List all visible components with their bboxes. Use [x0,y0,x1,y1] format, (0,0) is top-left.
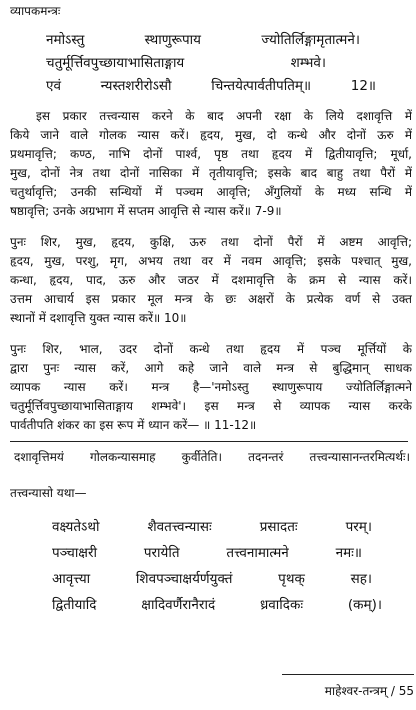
paragraph-3-line-5: पार्वतीपति शंकर का इस रूप में ध्यान करें— ॥ 11-12॥ [10,418,257,432]
paragraph-2-line-4: उत्तम आचार्य इस प्रकार मूल मन्त्र के छः अक्षरों के प्रत्येक वर्ण से उक्त [10,292,412,306]
paragraph-3-line-3: व्यापक न्यास करें। मन्त्र है—'नमोऽस्तु स्थाणुरूपाय ज्योतिर्लिङ्गात्मने [10,380,412,394]
footer-book-title: माहेश्वर-तन्त्रम् [324,684,388,698]
paragraph-1-line-6: षष्ठावृत्ति; उनके अग्रभाग में सप्तम आवृत्ति से न्यास करें॥ 7-9॥ [10,204,282,218]
heading-vyapaka-mantra: व्यापकमन्त्रः [10,4,61,18]
paragraph-3-line-1: पुनः शिर, भाल, उदर दोनों कन्धे तथा हृदय में पञ्च मूर्त्तियों के [10,342,412,356]
paragraph-1-line-5: चतुर्थावृत्ति; उनकी सन्धियों में पञ्चम आवृत्ति; अँगुलियों के मध्य सन्धि में [10,185,412,199]
paragraph-3-line-2: द्वारा पुनः न्यास करें, आगे कहे जाने वाले मन्त्र से बुद्धिमान् साधक [10,361,412,375]
paragraph-2-line-5: स्थानों में दशावृत्ति युक्त न्यास करें॥ 10॥ [10,311,187,325]
paragraph-2-line-3: कन्धा, हृदय, पाद, ऊरु और जठर में दशमावृत्ति के क्रम से न्यास करें। [10,273,412,287]
paragraph-3-line-4: चतुर्मूर्त्तिवपुच्छायाभासिताङ्गाय शम्भवे'। इस मन्त्र से व्यापक न्यास करके [10,399,412,413]
paragraph-1-line-4: मुख, दोनों नेत्र तथा दोनों नासिका में तृतीयावृत्ति; इसके बाद बाहु तथा पैरों में [10,166,412,180]
verse-2-line-3: आवृत्त्या शिवपञ्चाक्षर्यर्णयुक्तं पृथक् सह। [52,571,372,587]
verse-1-line-1: नमोऽस्तु स्थाणुरूपाय ज्योतिर्लिङ्गामृतात्मने। [46,32,360,48]
paragraph-2-line-1: पुनः शिर, मुख, हृदय, कुक्षि, ऊरु तथा दोनों पैरों में अष्टम आवृत्ति; [10,235,412,249]
verse-1-line-3: एवं न्यस्तशरीरोऽसौ चिन्तयेत्पार्वतीपतिम्॥ 12॥ [46,78,376,94]
section-divider [10,441,408,442]
verse-2-line-1: वक्ष्यतेऽथो शैवतत्त्वन्यासः प्रसादतः परम्। [52,519,372,535]
footer-rule [282,674,414,675]
verse-1-line-2: चतुर्मूर्त्तिवपुच्छायाभासिताङ्गाय शम्भवे। [46,55,326,71]
footer-separator: / [390,684,395,698]
sanskrit-commentary-line: दशावृत्तिमयं गोलकन्यासमाह कुर्वीतेति। तदनन्तरं तत्त्वन्यासानन्तरमित्यर्थः। [14,450,410,464]
paragraph-2-line-2: हृदय, मुख, परशु, मृग, अभय तथा वर में नवम आवृत्ति; इसके पश्चात् मुख, [10,254,412,268]
running-footer [286,682,414,700]
verse-2-line-2: पञ्चाक्षरी परायेति तत्त्वनामात्मने नमः॥ [52,545,362,561]
heading-tattva-nyasa: तत्त्वन्यासो यथा— [10,486,87,500]
paragraph-1-line-1: इस प्रकार तत्त्वन्यास करने के बाद अपनी रक्षा के लिये दशावृत्ति में [36,109,412,123]
footer-page-number: 55 [398,684,414,698]
paragraph-1-line-3: प्रथमावृत्ति; कण्ठ, नाभि दोनों पार्श्व, पृष्ठ तथा हृदय में द्वितीयावृत्ति; मूर्धा, [10,147,412,161]
verse-2-line-4: द्वितीयादि क्षादिवर्णैरानैरादं ध्रवादिकः (कम्)। [52,597,382,613]
paragraph-1-line-2: किये जाने वाले गोलक न्यास करें। हृदय, मुख, दो कन्धे और दोनों ऊरु में [10,128,412,142]
